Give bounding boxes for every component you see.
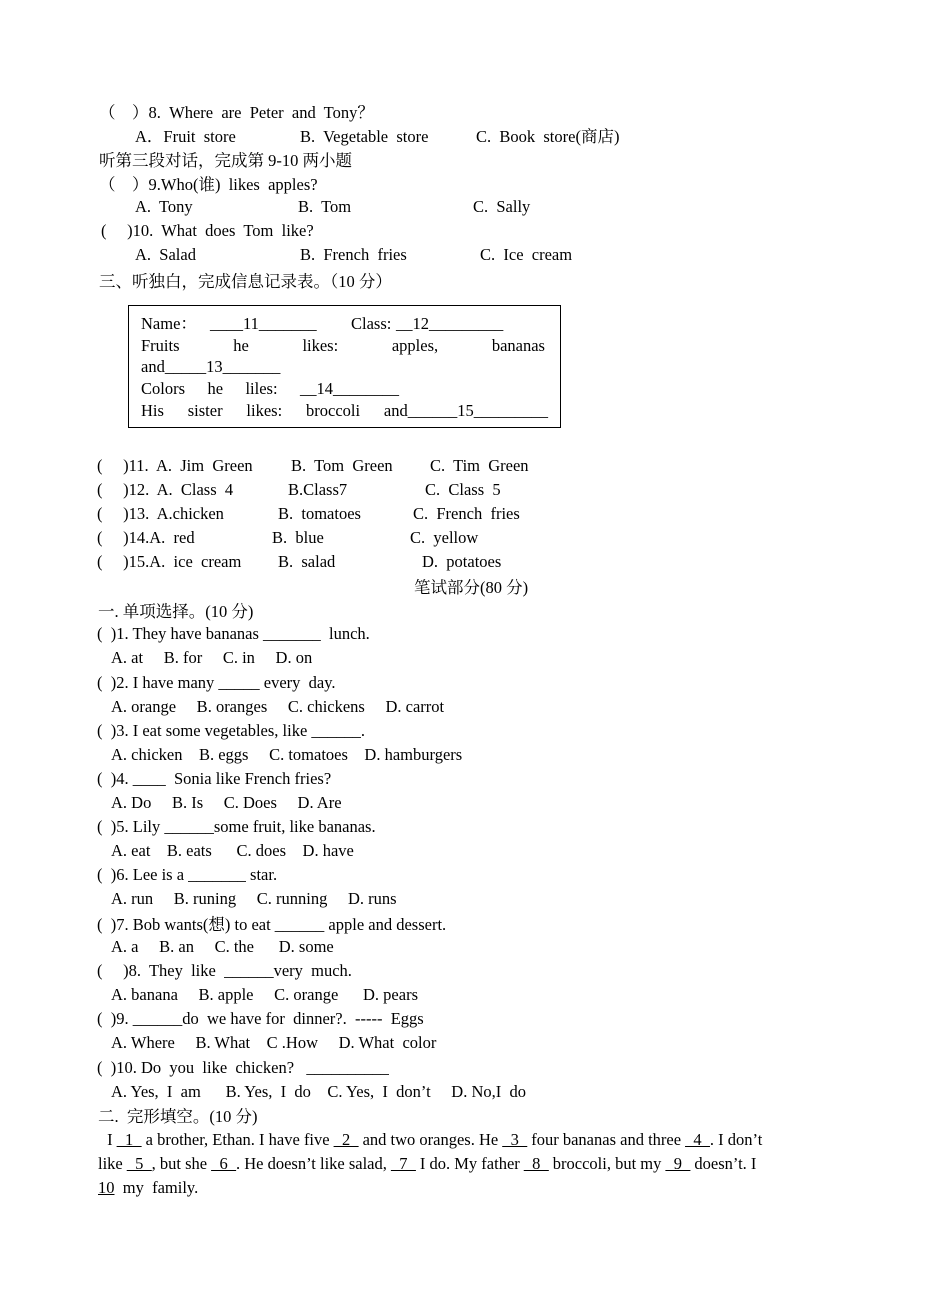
cloze-blank-5: _5_ — [126, 1154, 152, 1173]
word: and______15_________ — [383, 401, 548, 420]
mc-question-5: ( )5. Lily ______some fruit, like bananas. — [97, 817, 376, 836]
mc-options-5: A. eat B. eats C. does D. have — [111, 841, 354, 860]
cloze-text: a brother, Ethan. I have five — [141, 1130, 334, 1149]
cloze-blank-7: _7_ — [391, 1154, 416, 1173]
class-label: Class: — [351, 314, 392, 333]
fruits-line — [141, 336, 545, 356]
mc-question-4: ( )4. ____ Sonia like French fries? — [97, 769, 332, 788]
cloze-blank-8: _8_ — [523, 1154, 549, 1173]
option-10b: B. French fries — [300, 245, 407, 264]
option-9a: A. Tony — [135, 197, 193, 216]
question-8: （ ）8. Where are Peter and Tony？ — [99, 103, 374, 122]
word: liles: — [245, 379, 278, 398]
class-blank: __12_________ — [396, 314, 504, 333]
word: Colors — [141, 379, 186, 398]
mc-options-10: A. Yes, I am B. Yes, I do C. Yes, I don’t D. No,I do — [111, 1082, 526, 1101]
mc-question-2: ( )2. I have many _____ every day. — [97, 673, 336, 692]
option-9b: B. Tom — [298, 197, 352, 216]
mc-options-9: A. Where B. What C .How D. What color — [111, 1033, 437, 1052]
written-part-title: 笔试部分(80 分) — [414, 578, 529, 597]
name-label: Name： — [141, 314, 197, 333]
sister-line — [141, 401, 548, 421]
option-15c: D. potatoes — [422, 552, 502, 571]
option-12c: C. Class 5 — [425, 480, 501, 499]
option-11c: C. Tim Green — [430, 456, 529, 475]
word: sister — [187, 401, 223, 420]
option-11b: B. Tom Green — [291, 456, 393, 475]
dialog3-instruction: 听第三段对话，完成第 9-10 两小题 — [99, 151, 352, 170]
cloze-line-1 — [103, 1130, 762, 1150]
question-10: ( )10. What does Tom like? — [101, 221, 314, 240]
cloze-blank-3: _3_ — [502, 1130, 528, 1149]
option-8b: B. Vegetable store — [300, 127, 429, 146]
word: bananas — [491, 336, 545, 355]
section1-heading: 一. 单项选择。(10 分) — [98, 602, 254, 621]
cloze-text: four bananas and three — [527, 1130, 686, 1149]
cloze-text: . He doesn’t like salad, — [235, 1154, 392, 1173]
cloze-blank-2: _2_ — [333, 1130, 359, 1149]
mc-question-7: ( )7. Bob wants(想) to eat ______ apple and dessert. — [97, 915, 447, 934]
word: broccoli — [306, 401, 361, 420]
option-8a: A．Fruit store — [135, 127, 236, 146]
option-14c: C. yellow — [410, 528, 479, 547]
cloze-blank-1: _1_ — [116, 1130, 142, 1149]
option-12b: B.Class7 — [288, 480, 348, 499]
cloze-blank-9: _9_ — [665, 1154, 691, 1173]
cloze-line-3 — [98, 1178, 198, 1198]
cloze-text: , but she — [151, 1154, 212, 1173]
mc-options-4: A. Do B. Is C. Does D. Are — [111, 793, 342, 812]
cloze-blank-6: _6_ — [211, 1154, 236, 1173]
mc-options-3: A. chicken B. eggs C. tomatoes D. hamburgers — [111, 745, 463, 764]
question-9: （ ）9.Who(谁) likes apples? — [99, 175, 318, 194]
mc-question-3: ( )3. I eat some vegetables, like ______. — [97, 721, 366, 740]
word: Fruits — [141, 336, 180, 355]
question-13: ( )13. A.chicken — [97, 504, 224, 523]
section2-heading: 二. 完形填空。(10 分) — [98, 1107, 258, 1126]
cloze-text: I do. My father — [415, 1154, 524, 1173]
word: apples, — [391, 336, 439, 355]
word: His — [141, 401, 164, 420]
mc-question-1: ( )1. They have bananas _______ lunch. — [97, 624, 370, 643]
cloze-text: broccoli, but my — [548, 1154, 666, 1173]
word: he — [233, 336, 249, 355]
option-10a: A. Salad — [135, 245, 196, 264]
option-9c: C. Sally — [473, 197, 531, 216]
cloze-text: and two oranges. He — [358, 1130, 503, 1149]
mc-question-8: ( )8. They like ______very much. — [97, 961, 352, 980]
option-14b: B. blue — [272, 528, 324, 547]
question-15: ( )15.A. ice cream — [97, 552, 242, 571]
part3-heading: 三、听独白，完成信息记录表。（10 分） — [99, 272, 392, 291]
cloze-text: I — [103, 1130, 117, 1149]
question-11: ( )11. A. Jim Green — [97, 456, 253, 475]
mc-question-9: ( )9. ______do we have for dinner?. ----- Eggs — [97, 1009, 424, 1028]
cloze-blank-10: 10 — [98, 1178, 115, 1197]
option-13c: C. French fries — [413, 504, 520, 523]
mc-question-10: ( )10. Do you like chicken? __________ — [97, 1058, 389, 1077]
cloze-text: . I don’t — [709, 1130, 763, 1149]
cloze-text: my family. — [114, 1178, 199, 1197]
mc-options-6: A. run B. runing C. running D. runs — [111, 889, 397, 908]
mc-options-7: A. a B. an C. the D. some — [111, 937, 334, 956]
word: he — [207, 379, 224, 398]
mc-options-8: A. banana B. apple C. orange D. pears — [111, 985, 418, 1004]
word: likes: — [246, 401, 283, 420]
cloze-text: doesn’t. I — [690, 1154, 757, 1173]
colors-line — [141, 379, 399, 399]
mc-options-1: A. at B. for C. in D. on — [111, 648, 313, 667]
option-10c: C. Ice cream — [480, 245, 573, 264]
question-12: ( )12. A. Class 4 — [97, 480, 234, 499]
mc-question-6: ( )6. Lee is a _______ star. — [97, 865, 278, 884]
cloze-text: like — [98, 1154, 127, 1173]
name-blank: ____11_______ — [210, 314, 317, 333]
question-14: ( )14.A. red — [97, 528, 195, 547]
option-13b: B. tomatoes — [278, 504, 361, 523]
word: likes: — [302, 336, 339, 355]
option-15b: B. salad — [278, 552, 336, 571]
fruits-line-cont: and_____13_______ — [141, 357, 281, 376]
option-8c: C. Book store(商店) — [476, 127, 620, 146]
cloze-line-2 — [98, 1154, 756, 1174]
mc-options-2: A. orange B. oranges C. chickens D. carrot — [111, 697, 445, 716]
cloze-blank-4: _4_ — [685, 1130, 710, 1149]
word: __14________ — [300, 379, 399, 398]
